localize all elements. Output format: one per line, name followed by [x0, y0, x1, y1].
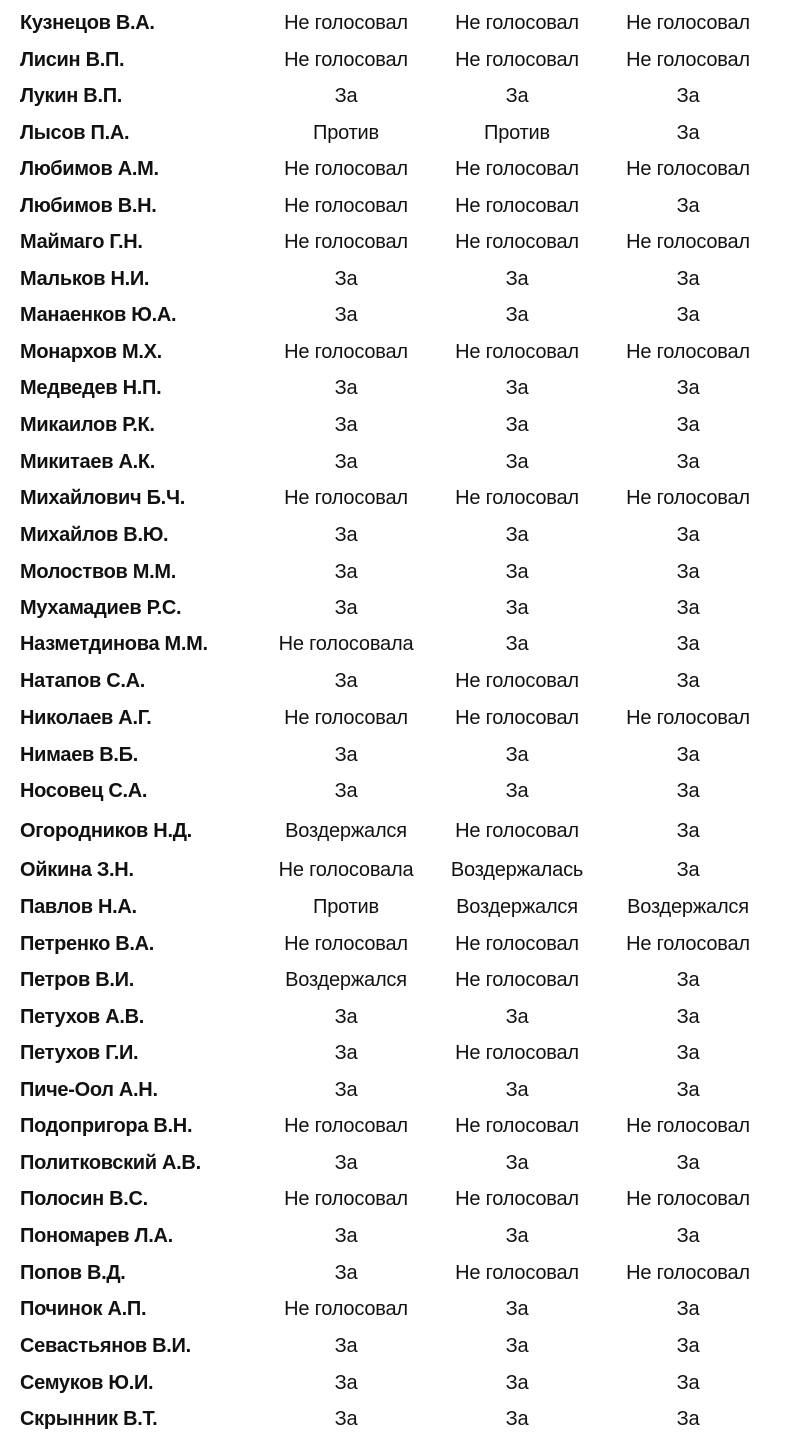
vote-cell-2: Воздержалась	[450, 859, 584, 881]
vote-cell-2: Не голосовал	[455, 341, 579, 363]
vote-cell-3: За	[676, 633, 700, 655]
vote-cell-3: За	[676, 1408, 700, 1430]
deputy-name: Петренко В.А.	[20, 933, 155, 955]
vote-cell-2: За	[505, 780, 529, 802]
vote-cell-2: За	[505, 1079, 529, 1101]
vote-cell-2: За	[505, 1408, 529, 1430]
table-row	[0, 227, 790, 257]
vote-cell-1: За	[334, 268, 358, 290]
deputy-name: Огородников Н.Д.	[20, 820, 192, 842]
vote-cell-3: Не голосовал	[626, 707, 750, 729]
vote-cell-2: Не голосовал	[455, 969, 579, 991]
vote-cell-1: За	[334, 1042, 358, 1064]
vote-cell-3: За	[676, 1372, 700, 1394]
deputy-name: Подопригора В.Н.	[20, 1115, 193, 1137]
deputy-name: Петухов Г.И.	[20, 1042, 139, 1064]
table-row	[0, 118, 790, 148]
vote-cell-1: За	[334, 304, 358, 326]
vote-cell-3: За	[676, 820, 700, 842]
vote-cell-1: За	[334, 597, 358, 619]
vote-cell-2: За	[505, 597, 529, 619]
deputy-name: Кузнецов В.А.	[20, 12, 155, 34]
deputy-name: Молоствов М.М.	[20, 561, 177, 583]
vote-cell-3: За	[676, 414, 700, 436]
deputy-name: Попов В.Д.	[20, 1262, 126, 1284]
vote-cell-3: За	[676, 1335, 700, 1357]
vote-cell-1: За	[334, 670, 358, 692]
table-row	[0, 373, 790, 403]
vote-cell-3: За	[676, 304, 700, 326]
vote-cell-1: Воздержался	[285, 969, 407, 991]
table-row	[0, 666, 790, 696]
vote-cell-1: Воздержался	[285, 820, 407, 842]
vote-cell-3: За	[676, 1152, 700, 1174]
table-row	[0, 154, 790, 184]
vote-cell-1: Не голосовал	[284, 1115, 408, 1137]
table-row	[0, 593, 790, 623]
table-row	[0, 629, 790, 659]
vote-cell-3: За	[676, 268, 700, 290]
vote-cell-1: Не голосовал	[284, 12, 408, 34]
vote-cell-3: Не голосовал	[626, 49, 750, 71]
vote-cell-2: Не голосовал	[455, 12, 579, 34]
vote-cell-2: Не голосовал	[455, 1042, 579, 1064]
vote-cell-2: За	[505, 304, 529, 326]
vote-cell-3: За	[676, 1042, 700, 1064]
table-row	[0, 816, 790, 846]
vote-cell-3: Воздержался	[627, 896, 749, 918]
vote-cell-3: За	[676, 195, 700, 217]
vote-cell-3: За	[676, 670, 700, 692]
vote-cell-1: Не голосовала	[278, 859, 414, 881]
vote-cell-1: Не голосовал	[284, 707, 408, 729]
vote-cell-2: Не голосовал	[455, 195, 579, 217]
vote-cell-3: За	[676, 451, 700, 473]
deputy-name: Петров В.И.	[20, 969, 134, 991]
deputy-name: Починок А.П.	[20, 1298, 147, 1320]
vote-cell-2: За	[505, 1335, 529, 1357]
deputy-name: Лисин В.П.	[20, 49, 125, 71]
vote-cell-2: За	[505, 414, 529, 436]
vote-cell-3: За	[676, 744, 700, 766]
table-row	[0, 1258, 790, 1288]
table-row	[0, 1404, 790, 1434]
table-row	[0, 8, 790, 38]
deputy-name: Николаев А.Г.	[20, 707, 152, 729]
vote-cell-1: Не голосовал	[284, 231, 408, 253]
deputy-name: Любимов А.М.	[20, 158, 159, 180]
table-row	[0, 1148, 790, 1178]
vote-cell-3: За	[676, 859, 700, 881]
deputy-name: Назметдинова М.М.	[20, 633, 208, 655]
vote-cell-1: Не голосовал	[284, 158, 408, 180]
deputy-name: Михайлов В.Ю.	[20, 524, 169, 546]
vote-cell-1: Против	[313, 122, 379, 144]
vote-cell-3: За	[676, 1225, 700, 1247]
table-row	[0, 520, 790, 550]
vote-cell-1: Не голосовал	[284, 49, 408, 71]
vote-cell-2: За	[505, 451, 529, 473]
table-row	[0, 1294, 790, 1324]
vote-cell-1: За	[334, 414, 358, 436]
table-row	[0, 855, 790, 885]
table-row	[0, 1221, 790, 1251]
vote-cell-1: Не голосовал	[284, 1298, 408, 1320]
table-row	[0, 45, 790, 75]
table-row	[0, 703, 790, 733]
vote-cell-2: За	[505, 744, 529, 766]
table-row	[0, 1368, 790, 1398]
vote-cell-2: За	[505, 268, 529, 290]
vote-cell-2: Не голосовал	[455, 231, 579, 253]
vote-cell-2: Не голосовал	[455, 1262, 579, 1284]
table-row	[0, 965, 790, 995]
vote-cell-2: За	[505, 1225, 529, 1247]
deputy-name: Пономарев Л.А.	[20, 1225, 173, 1247]
deputy-name: Полосин В.С.	[20, 1188, 148, 1210]
deputy-name: Микаилов Р.К.	[20, 414, 155, 436]
table-row	[0, 264, 790, 294]
vote-cell-3: За	[676, 1298, 700, 1320]
vote-cell-1: За	[334, 377, 358, 399]
vote-cell-3: За	[676, 524, 700, 546]
table-row	[0, 740, 790, 770]
deputy-name: Нимаев В.Б.	[20, 744, 138, 766]
vote-cell-3: Не голосовал	[626, 341, 750, 363]
table-row	[0, 1038, 790, 1068]
vote-cell-1: За	[334, 1408, 358, 1430]
table-row	[0, 929, 790, 959]
vote-cell-3: Не голосовал	[626, 12, 750, 34]
deputy-name: Маймаго Г.Н.	[20, 231, 143, 253]
vote-cell-1: За	[334, 524, 358, 546]
vote-cell-1: За	[334, 1262, 358, 1284]
vote-cell-1: Не голосовал	[284, 933, 408, 955]
vote-cell-3: Не голосовал	[626, 933, 750, 955]
vote-cell-3: За	[676, 597, 700, 619]
vote-cell-2: За	[505, 85, 529, 107]
deputy-name: Петухов А.В.	[20, 1006, 144, 1028]
vote-cell-2: Не голосовал	[455, 1115, 579, 1137]
table-row	[0, 1184, 790, 1214]
deputy-name: Ойкина З.Н.	[20, 859, 134, 881]
deputy-name: Лысов П.А.	[20, 122, 130, 144]
vote-cell-1: Не голосовал	[284, 487, 408, 509]
vote-cell-1: Не голосовал	[284, 1188, 408, 1210]
table-row	[0, 483, 790, 513]
vote-cell-2: Не голосовал	[455, 1188, 579, 1210]
vote-cell-1: За	[334, 1372, 358, 1394]
vote-cell-3: Не голосовал	[626, 158, 750, 180]
vote-cell-2: Не голосовал	[455, 158, 579, 180]
table-row	[0, 1075, 790, 1105]
deputy-name: Лукин В.П.	[20, 85, 123, 107]
vote-cell-1: За	[334, 1006, 358, 1028]
table-row	[0, 81, 790, 111]
vote-cell-3: Не голосовал	[626, 1188, 750, 1210]
vote-cell-2: За	[505, 377, 529, 399]
vote-cell-3: За	[676, 122, 700, 144]
vote-cell-1: Против	[313, 896, 379, 918]
vote-cell-2: За	[505, 633, 529, 655]
vote-cell-3: За	[676, 561, 700, 583]
vote-cell-2: За	[505, 561, 529, 583]
table-row	[0, 447, 790, 477]
vote-cell-3: Не голосовал	[626, 487, 750, 509]
deputy-name: Любимов В.Н.	[20, 195, 157, 217]
vote-cell-2: За	[505, 1372, 529, 1394]
vote-cell-2: За	[505, 1298, 529, 1320]
vote-cell-2: За	[505, 1006, 529, 1028]
vote-cell-2: Не голосовал	[455, 933, 579, 955]
table-row	[0, 1002, 790, 1032]
vote-cell-1: За	[334, 451, 358, 473]
vote-cell-3: Не голосовал	[626, 1115, 750, 1137]
deputy-name: Семуков Ю.И.	[20, 1372, 154, 1394]
deputy-name: Манаенков Ю.А.	[20, 304, 177, 326]
deputy-name: Пиче-Оол А.Н.	[20, 1079, 158, 1101]
vote-cell-1: Не голосовал	[284, 341, 408, 363]
deputy-name: Носовец С.А.	[20, 780, 148, 802]
vote-cell-2: Не голосовал	[455, 49, 579, 71]
table-row	[0, 191, 790, 221]
deputy-name: Мальков Н.И.	[20, 268, 150, 290]
deputy-name: Натапов С.А.	[20, 670, 146, 692]
vote-cell-2: Против	[484, 122, 550, 144]
vote-cell-3: Не голосовал	[626, 1262, 750, 1284]
vote-cell-2: Воздержался	[456, 896, 578, 918]
table-row	[0, 557, 790, 587]
vote-cell-2: Не голосовал	[455, 487, 579, 509]
vote-cell-1: За	[334, 780, 358, 802]
vote-cell-3: За	[676, 377, 700, 399]
vote-cell-2: За	[505, 524, 529, 546]
vote-cell-3: Не голосовал	[626, 231, 750, 253]
vote-cell-1: Не голосовала	[278, 633, 414, 655]
vote-cell-2: За	[505, 1152, 529, 1174]
deputy-name: Севастьянов В.И.	[20, 1335, 191, 1357]
vote-cell-2: Не голосовал	[455, 670, 579, 692]
vote-cell-2: Не голосовал	[455, 707, 579, 729]
deputy-name: Павлов Н.А.	[20, 896, 137, 918]
vote-cell-1: За	[334, 85, 358, 107]
vote-cell-3: За	[676, 85, 700, 107]
vote-cell-3: За	[676, 1079, 700, 1101]
vote-cell-1: За	[334, 1335, 358, 1357]
deputy-name: Политковский А.В.	[20, 1152, 201, 1174]
deputy-name: Медведев Н.П.	[20, 377, 162, 399]
table-row	[0, 1331, 790, 1361]
deputy-name: Скрынник В.Т.	[20, 1408, 158, 1430]
table-row	[0, 300, 790, 330]
vote-cell-1: За	[334, 1225, 358, 1247]
vote-cell-1: Не голосовал	[284, 195, 408, 217]
deputy-name: Михайлович Б.Ч.	[20, 487, 185, 509]
vote-cell-1: За	[334, 561, 358, 583]
table-row	[0, 892, 790, 922]
vote-cell-1: За	[334, 744, 358, 766]
vote-cell-3: За	[676, 969, 700, 991]
vote-cell-3: За	[676, 1006, 700, 1028]
deputy-name: Микитаев А.К.	[20, 451, 156, 473]
table-row	[0, 1111, 790, 1141]
table-row	[0, 337, 790, 367]
vote-cell-3: За	[676, 780, 700, 802]
vote-cell-1: За	[334, 1152, 358, 1174]
table-row	[0, 410, 790, 440]
deputy-name: Монархов М.Х.	[20, 341, 162, 363]
vote-cell-2: Не голосовал	[455, 820, 579, 842]
vote-cell-1: За	[334, 1079, 358, 1101]
table-row	[0, 776, 790, 806]
deputy-name: Мухамадиев Р.С.	[20, 597, 182, 619]
